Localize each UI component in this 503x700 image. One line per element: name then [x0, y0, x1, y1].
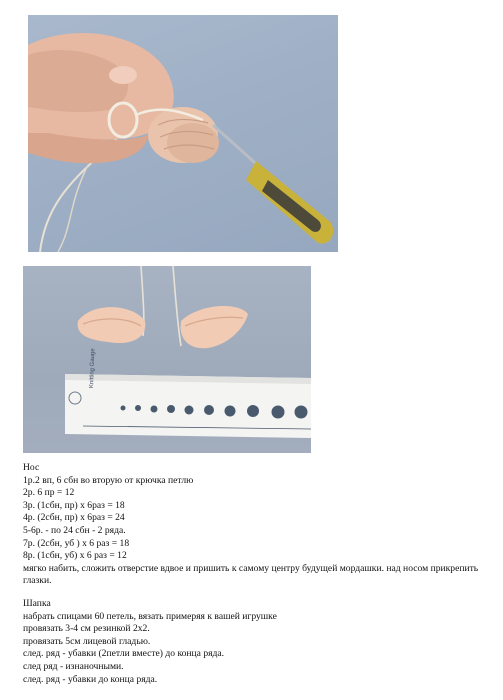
nose-section — [23, 462, 483, 588]
nose-row: 7р. (2сбн, уб ) х 6 раз = 18 — [23, 537, 130, 549]
nose-note: мягко набить, сложить отверстие вдвое и пришить к самому центру будущей мордашки. над носом прикрепить глазки. — [23, 562, 479, 587]
nose-row: 5-6р. - по 24 сбн - 2 ряда. — [23, 524, 126, 536]
hat-row: провязать 3-4 см резинкой 2х2. — [23, 623, 150, 635]
nose-row: 8р. (1сбн, уб) х 6 раз = 12 — [23, 550, 127, 562]
nose-row: 1р.2 вп, 6 сбн во вторую от крючка петлю — [23, 474, 194, 486]
nose-row: 2р. 6 пр = 12 — [23, 487, 75, 499]
hat-row: провязать 5см лицевой гладью. — [23, 635, 151, 647]
nose-row: 3р. (1сбн, пр) х 6раз = 18 — [23, 499, 125, 511]
crochet-hand-photo — [28, 15, 338, 252]
nose-row: 4р. (2сбн, пр) х 6раз = 24 — [23, 512, 125, 524]
hat-row: след. ряд - убавки до конца ряда. — [23, 673, 158, 685]
crochet-ears-ruler-photo — [23, 266, 311, 453]
nose-title: Нос — [23, 462, 40, 473]
hat-row: след ряд - изнаночными. — [23, 660, 124, 672]
hat-row: след. ряд - убавки (2петли вместе) до конца ряда. — [23, 648, 225, 660]
hat-row: набрать спицами 60 петель, вязать примеряя к вашей игрушке — [23, 610, 277, 622]
ruler-label: Knitting Gauge — [89, 348, 97, 389]
hat-section — [23, 598, 483, 686]
hat-title: Шапка — [23, 598, 51, 609]
